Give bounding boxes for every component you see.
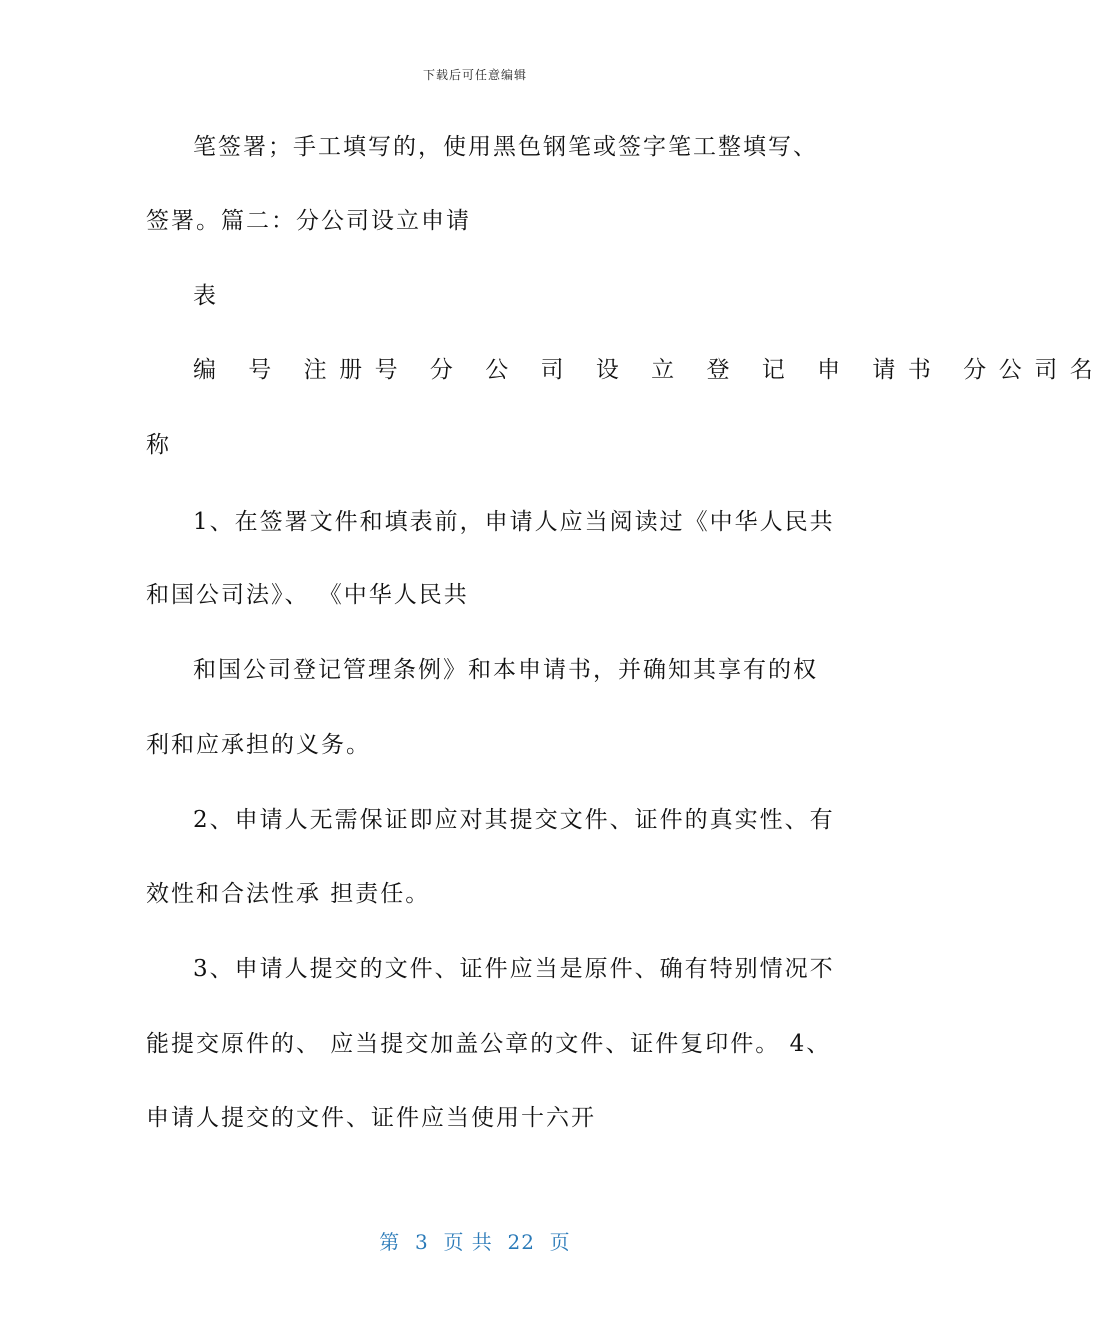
page-header: 下载后可任意编辑 — [422, 68, 527, 82]
body-line-2: 签署。篇二：分公司设立申请 — [146, 208, 471, 234]
body-line-10: 2、申请人无需保证即应对其提交文件、证件的真实性、有 — [193, 807, 835, 833]
body-line-4: 编 号 注册号 分 公 司 设 立 登 记 申 请书 分公司名 — [193, 357, 1105, 383]
body-line-7: 和国公司法》、 《中华人民共 — [146, 582, 469, 608]
body-line-5: 称 — [146, 432, 171, 458]
body-line-1: 笔签署；手工填写的，使用黑色钢笔或签字笔工整填写、 — [193, 134, 818, 160]
body-line-13: 能提交原件的、 应当提交加盖公章的文件、证件复印件。 4、 — [146, 1031, 832, 1057]
body-line-12: 3、申请人提交的文件、证件应当是原件、确有特别情况不 — [193, 956, 835, 982]
body-line-14: 申请人提交的文件、证件应当使用十六开 — [146, 1105, 596, 1131]
body-line-3: 表 — [193, 283, 218, 309]
body-line-11: 效性和合法性承 担责任。 — [146, 881, 431, 907]
body-line-6: 1、在签署文件和填表前，申请人应当阅读过《中华人民共 — [193, 509, 835, 535]
page-number-footer: 第 3 页 共 22 页 — [379, 1230, 571, 1254]
body-line-9: 利和应承担的义务。 — [146, 732, 371, 758]
body-line-8: 和国公司登记管理条例》和本申请书，并确知其享有的权 — [193, 657, 818, 683]
